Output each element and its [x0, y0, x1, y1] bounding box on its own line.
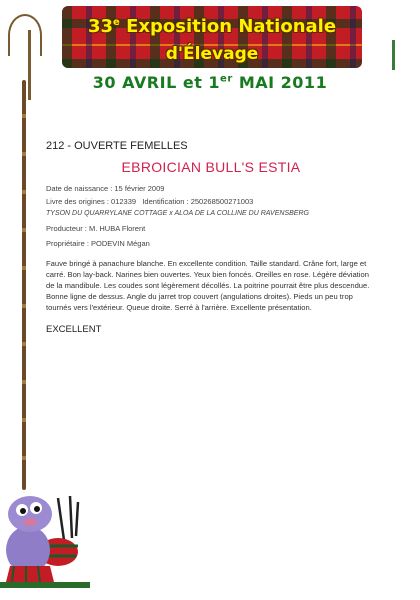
- entry-content: [46, 140, 376, 335]
- exhibition-subtitle: d'Élevage: [165, 44, 259, 64]
- birth-value: 15 février 2009: [114, 184, 165, 193]
- exhibition-title: [62, 16, 362, 37]
- id-value: 250268500271003: [190, 197, 254, 206]
- class-label: 212 - OUVERTE FEMELLES: [46, 140, 188, 152]
- owner-line: [46, 239, 376, 248]
- breeder-line: [46, 224, 376, 233]
- date-superscript: er: [220, 73, 233, 85]
- title-text: Exposition Nationale: [119, 16, 337, 37]
- owner-label: Propriétaire :: [46, 239, 89, 248]
- bamboo-curl-decoration: [8, 14, 42, 56]
- dog-name: EBROICIAN BULL'S ESTIA: [121, 159, 301, 175]
- bamboo-frame-decoration: [22, 80, 26, 490]
- judge-critique: Fauve bringé à panachure blanche. En excellente condition. Taille standard. Crâne fort, large et carré. Bon lay-back. Narines bien ouvertes. Yeux bien foncés. Oreilles en rose. Légère déviation de la mandibule. Les coudes sont légèrement décollés. La poitrine pourrait être plus descendue. Bonne ligne de dessus. Angle du jarret trop couvert (angulations droites). Pieds un peu trop tournés vers l'extérieur. Queue droite. Serré à l'arrière. Excellente présentation.: [46, 259, 370, 312]
- birth-line: [46, 184, 376, 193]
- breeder-label: Producteur :: [46, 224, 87, 233]
- birth-label: Date de naissance :: [46, 184, 113, 193]
- bamboo-right-decoration: [392, 40, 395, 70]
- id-label: Identification :: [142, 197, 189, 206]
- breeder-value: M. HUBA Florent: [88, 224, 146, 233]
- title-number: 33: [87, 16, 114, 37]
- bagpiper-mascot-icon: [0, 478, 90, 588]
- date-part2: MAI 2011: [232, 73, 328, 92]
- pedigree-line: TYSON DU QUARRYLANE COTTAGE x ALOA DE LA COLLINE DU RAVENSBERG: [46, 210, 309, 217]
- registry-value: 012339: [111, 197, 137, 206]
- registry-line: [46, 197, 376, 206]
- rating: EXCELLENT: [46, 324, 102, 335]
- registry-label: Livre des origines :: [46, 197, 109, 206]
- tartan-banner: [62, 6, 362, 68]
- owner-value: PODEVIN Mégan: [91, 239, 150, 248]
- title-superscript: e: [113, 17, 120, 28]
- date-part1: 30 AVRIL et 1: [92, 73, 221, 92]
- exhibition-dates: [0, 73, 420, 92]
